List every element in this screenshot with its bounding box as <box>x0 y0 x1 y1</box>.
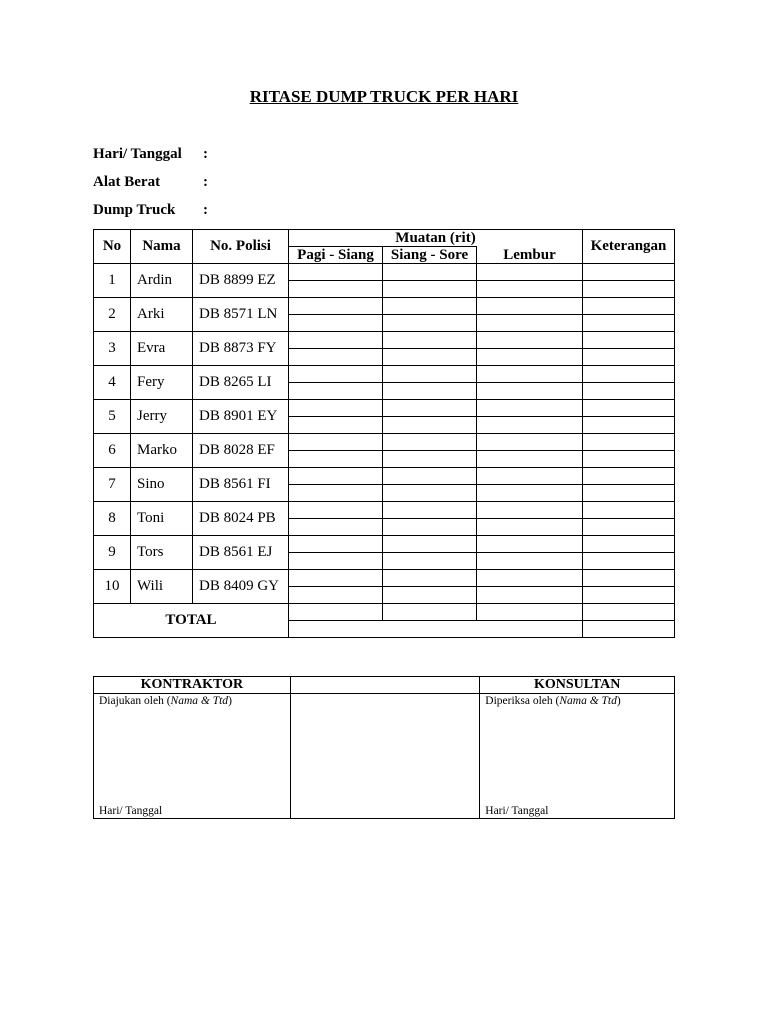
cell-nama: Tors <box>131 536 193 570</box>
diajukan-text: Diajukan oleh ( <box>99 695 171 707</box>
cell-lembur <box>477 383 583 400</box>
cell-lembur <box>477 570 583 587</box>
cell-polisi: DB 8265 LI <box>193 366 289 400</box>
field-alat-berat <box>93 174 208 191</box>
cell-polisi: DB 8899 EZ <box>193 264 289 298</box>
header-polisi: No. Polisi <box>193 230 289 264</box>
cell-nama: Sino <box>131 468 193 502</box>
cell-lembur <box>477 349 583 366</box>
cell-keterangan <box>583 298 675 315</box>
nama-ttd-text: Nama & Ttd <box>559 695 617 707</box>
cell-nama: Arki <box>131 298 193 332</box>
cell-pagi-siang <box>289 383 383 400</box>
cell-lembur <box>477 502 583 519</box>
cell-keterangan <box>583 553 675 570</box>
diajukan-label <box>99 695 232 707</box>
cell-siang-sore <box>383 570 477 587</box>
cell-siang-sore <box>383 281 477 298</box>
cell-siang-sore <box>383 400 477 417</box>
hari-tanggal-label: Hari/ Tanggal <box>485 805 549 817</box>
cell-siang-sore <box>383 553 477 570</box>
field-colon: : <box>203 146 208 162</box>
cell-pagi-siang <box>289 315 383 332</box>
table-row <box>94 298 675 315</box>
cell-polisi: DB 8028 EF <box>193 434 289 468</box>
cell-lembur <box>477 434 583 451</box>
table-row <box>94 468 675 485</box>
header-keterangan: Keterangan <box>583 230 675 264</box>
ritase-table <box>93 229 675 638</box>
cell-no: 8 <box>94 502 131 536</box>
cell-lembur <box>477 536 583 553</box>
table-row <box>94 570 675 587</box>
cell-lembur <box>477 485 583 502</box>
cell-no: 5 <box>94 400 131 434</box>
cell-polisi: DB 8901 EY <box>193 400 289 434</box>
cell-polisi: DB 8873 FY <box>193 332 289 366</box>
cell-pagi-siang <box>289 264 383 281</box>
field-hari-tanggal <box>93 146 208 163</box>
cell-lembur <box>477 519 583 536</box>
cell-polisi: DB 8561 EJ <box>193 536 289 570</box>
cell-keterangan <box>583 315 675 332</box>
cell-pagi-siang <box>289 332 383 349</box>
cell-keterangan <box>583 434 675 451</box>
cell-pagi-siang <box>289 468 383 485</box>
cell-keterangan <box>583 587 675 604</box>
cell-keterangan <box>583 502 675 519</box>
cell-keterangan <box>583 570 675 587</box>
cell-nama: Jerry <box>131 400 193 434</box>
cell-lembur <box>477 400 583 417</box>
cell-keterangan <box>583 468 675 485</box>
cell-nama: Evra <box>131 332 193 366</box>
field-label: Dump Truck <box>93 202 176 218</box>
cell-no: 9 <box>94 536 131 570</box>
cell-total-pagi <box>289 604 383 621</box>
cell-keterangan <box>583 264 675 281</box>
table-row <box>94 332 675 349</box>
cell-siang-sore <box>383 502 477 519</box>
cell-siang-sore <box>383 417 477 434</box>
header-lembur: Lembur <box>477 247 583 264</box>
cell-pagi-siang <box>289 553 383 570</box>
table-row <box>94 400 675 417</box>
cell-no: 7 <box>94 468 131 502</box>
total-label: TOTAL <box>94 604 289 638</box>
cell-siang-sore <box>383 264 477 281</box>
cell-pagi-siang <box>289 281 383 298</box>
cell-lembur <box>477 264 583 281</box>
cell-polisi: DB 8409 GY <box>193 570 289 604</box>
cell-siang-sore <box>383 349 477 366</box>
cell-lembur <box>477 281 583 298</box>
cell-keterangan <box>583 536 675 553</box>
cell-lembur <box>477 587 583 604</box>
page-title: RITASE DUMP TRUCK PER HARI <box>249 87 519 106</box>
table-row <box>94 434 675 451</box>
cell-siang-sore <box>383 451 477 468</box>
cell-lembur <box>477 366 583 383</box>
field-dump-truck <box>93 202 208 219</box>
cell-lembur <box>477 298 583 315</box>
field-colon: : <box>203 202 208 218</box>
cell-keterangan <box>583 332 675 349</box>
empty-heading <box>290 677 480 694</box>
cell-siang-sore <box>383 587 477 604</box>
cell-keterangan <box>583 349 675 366</box>
cell-siang-sore <box>383 434 477 451</box>
nama-ttd-text: Nama & Ttd <box>170 695 229 707</box>
table-row <box>94 502 675 519</box>
cell-pagi-siang <box>289 366 383 383</box>
close-paren: ) <box>616 695 621 707</box>
middle-sign-box <box>290 694 480 819</box>
cell-pagi-siang <box>289 519 383 536</box>
cell-pagi-siang <box>289 570 383 587</box>
cell-lembur <box>477 417 583 434</box>
cell-no: 1 <box>94 264 131 298</box>
diperiksa-text: Diperiksa oleh ( <box>485 695 560 707</box>
cell-polisi: DB 8024 PB <box>193 502 289 536</box>
cell-siang-sore <box>383 298 477 315</box>
cell-keterangan <box>583 366 675 383</box>
cell-lembur <box>477 553 583 570</box>
cell-lembur <box>477 451 583 468</box>
cell-pagi-siang <box>289 485 383 502</box>
cell-no: 3 <box>94 332 131 366</box>
cell-polisi: DB 8571 LN <box>193 298 289 332</box>
cell-keterangan <box>583 519 675 536</box>
cell-siang-sore <box>383 332 477 349</box>
cell-no: 6 <box>94 434 131 468</box>
header-nama: Nama <box>131 230 193 264</box>
cell-pagi-siang <box>289 451 383 468</box>
cell-no: 4 <box>94 366 131 400</box>
cell-nama: Wili <box>131 570 193 604</box>
cell-siang-sore <box>383 468 477 485</box>
cell-keterangan <box>583 281 675 298</box>
cell-nama: Marko <box>131 434 193 468</box>
cell-pagi-siang <box>289 587 383 604</box>
cell-total-lembur <box>477 604 583 621</box>
cell-pagi-siang <box>289 536 383 553</box>
cell-nama: Toni <box>131 502 193 536</box>
cell-siang-sore <box>383 536 477 553</box>
cell-siang-sore <box>383 485 477 502</box>
close-paren: ) <box>228 695 232 707</box>
cell-siang-sore <box>383 519 477 536</box>
cell-pagi-siang <box>289 434 383 451</box>
cell-nama: Ardin <box>131 264 193 298</box>
cell-pagi-siang <box>289 400 383 417</box>
table-row <box>94 264 675 281</box>
field-label: Alat Berat <box>93 174 161 190</box>
header-no: No <box>94 230 131 264</box>
diperiksa-label <box>485 695 620 707</box>
field-colon: : <box>203 174 208 190</box>
cell-total-muatan <box>289 621 583 638</box>
cell-no: 10 <box>94 570 131 604</box>
cell-keterangan <box>583 400 675 417</box>
cell-pagi-siang <box>289 298 383 315</box>
table-row <box>94 366 675 383</box>
total-row <box>94 604 675 621</box>
cell-keterangan <box>583 451 675 468</box>
cell-polisi: DB 8561 FI <box>193 468 289 502</box>
cell-no: 2 <box>94 298 131 332</box>
kontraktor-sign-box <box>94 694 291 819</box>
signature-table <box>93 676 675 819</box>
hari-tanggal-label: Hari/ Tanggal <box>99 805 163 817</box>
cell-pagi-siang <box>289 502 383 519</box>
cell-nama: Fery <box>131 366 193 400</box>
konsultan-heading: KONSULTAN <box>480 677 675 694</box>
cell-keterangan <box>583 383 675 400</box>
header-muatan: Muatan (rit) <box>289 230 583 247</box>
cell-total-keterangan-2 <box>583 621 675 638</box>
cell-keterangan <box>583 417 675 434</box>
cell-lembur <box>477 332 583 349</box>
cell-siang-sore <box>383 366 477 383</box>
cell-lembur <box>477 468 583 485</box>
table-row <box>94 536 675 553</box>
konsultan-sign-box <box>480 694 675 819</box>
cell-siang-sore <box>383 315 477 332</box>
cell-keterangan <box>583 485 675 502</box>
cell-lembur <box>477 315 583 332</box>
cell-total-keterangan <box>583 604 675 621</box>
header-pagi-siang: Pagi - Siang <box>289 247 383 264</box>
kontraktor-heading: KONTRAKTOR <box>94 677 291 694</box>
field-label: Hari/ Tanggal <box>93 146 182 162</box>
header-siang-sore: Siang - Sore <box>383 247 477 264</box>
cell-siang-sore <box>383 383 477 400</box>
cell-total-siang <box>383 604 477 621</box>
cell-pagi-siang <box>289 417 383 434</box>
cell-pagi-siang <box>289 349 383 366</box>
